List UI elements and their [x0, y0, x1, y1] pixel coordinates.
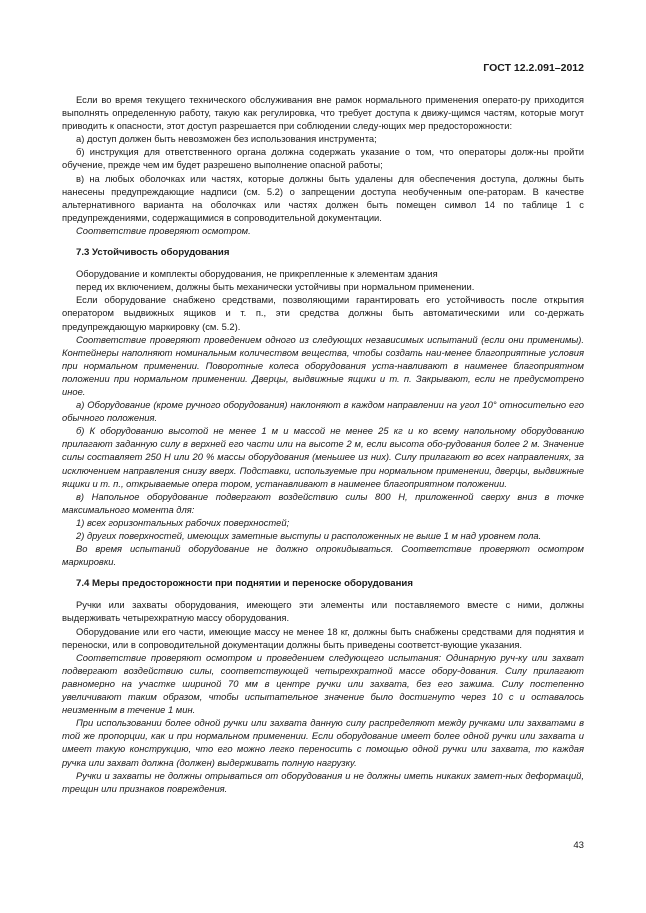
- paragraph: перед их включением, должны быть механически устойчивы при нормальном применении.: [76, 281, 475, 293]
- paragraph: Если во время текущего технического обслуживания вне рамок нормального применения операто-ру приходится выполнять определенную работу, такую как регулировка, что требует доступа к движу-щимся частям, которые могут приводить к опасности, этот доступ разрешается при соблюдении следу-ющих мер предосторожности:: [62, 94, 584, 132]
- paragraph: При использовании более одной ручки или захвата данную силу распределяют между ручками или захватами в той же пропорции, как и при нормальном применении. Если оборудование имеет более одной ручки или захвата и имеет такую конструкцию, что его можно легко переносить с помощью одной ручки или захвата, то каждая ручка или захват должна (должен) выдерживать полную нагрузку.: [62, 717, 584, 768]
- list-item: б) инструкция для ответственного органа должна содержать указание о том, что операторы долж-ны пройти обучение, прежде чем им будет разрешено выполнение опасной работы;: [62, 146, 584, 171]
- document-body: [62, 93, 584, 795]
- list-item: б) К оборудованию высотой не менее 1 м и массой не менее 25 кг и ко всему напольному оборудованию прилагают заданную силу в верхней его части или на высоте 2 м, если высота обо-рудования более 2 м. Значение силы составляет 250 Н или 20 % массы оборудования (меньшее из них). Силу прилагают во всех направлениях, за исключением направления снизу вверх. Подставки, используемые при нормальном применении, дверцы, выдвижные ящики и т. п., открываемые опера тором, устанавливают в наименее благоприятном положении.: [62, 425, 584, 489]
- paragraph: Оборудование и комплекты оборудования, не прикрепленные к элементам здания: [76, 268, 438, 280]
- paragraph: Если оборудование снабжено средствами, позволяющими гарантировать его устойчивость после открытия оператором выдвижных ящиков и т. п., эти средства должны быть автоматическими или со-держать предупреждающую маркировку (см. 5.2).: [62, 294, 584, 332]
- list-item: 1) всех горизонтальных рабочих поверхностей;: [76, 516, 290, 528]
- paragraph: Оборудование или его части, имеющие массу не менее 18 кг, должны быть снабжены средствами для поднятия и переноски, или в сопроводительной документации должны быть приведены соответст-вующие указания.: [62, 625, 584, 650]
- compliance-note: Соответствие проверяют осмотром.: [76, 224, 251, 236]
- paragraph: Ручки или захваты оборудования, имеющего эти элементы или поставляемого вместе с ними, должны выдерживать четырехкратную массу оборудования.: [62, 599, 584, 624]
- list-item: а) доступ должен быть невозможен без использования инструмента;: [76, 133, 377, 145]
- paragraph: Соответствие проверяют проведением одного из следующих независимых испытаний (если они применимы). Контейнеры наполняют номинальным количеством вещества, чтобы создать наи-менее благоприятные условия при нормальном применении. Поворотные колеса оборудования уста-навливают в наименее благоприятном положении при нормальном применении. Дверцы, выдвижные ящики и т. п. Закрывают, если не предусмотрено иное.: [62, 333, 584, 397]
- list-item: а) Оборудование (кроме ручного оборудования) наклоняют в каждом направлении на угол 10° относительно его обычного положения.: [62, 399, 584, 424]
- paragraph: Ручки и захваты не должны отрываться от оборудования и не должны иметь никаких замет-ных деформаций, трещин или признаков повреждения.: [62, 769, 584, 794]
- standard-code: ГОСТ 12.2.091–2012: [483, 62, 584, 74]
- compliance-note: Во время испытаний оборудование не должно опрокидываться. Соответствие проверяют осмотром маркировки.: [62, 543, 584, 568]
- section-heading: 7.4 Меры предосторожности при поднятии и переноске оборудования: [76, 578, 413, 590]
- list-item: в) Напольное оборудование подвергают воздействию силы 800 Н, приложенной сверху вниз в точке максимального момента для:: [62, 490, 584, 515]
- list-item: 2) других поверхностей, имеющих заметные выступы и расположенных не выше 1 м над уровнем пола.: [76, 530, 542, 541]
- section-heading: 7.3 Устойчивость оборудования: [76, 247, 230, 259]
- page-number: 43: [573, 840, 584, 851]
- paragraph: Соответствие проверяют осмотром и проведением следующего испытания: Одинарную руч-ку или захват подвергают воздействию силы, соответствующей четырехкратной массе обору-дования. Силу прилагают равномерно на участке шириной 70 мм в центре ручки или захвата, без его зажима. Силу постепенно увеличивают таким образом, чтобы испытательное значение было достигнуто через 10 с и оставалось неизменным в течение 1 мин.: [62, 651, 584, 716]
- list-item: в) на любых оболочках или частях, которые должны быть удалены для обеспечения доступа, должны быть нанесены предупреждающие надписи (см. 5.2) о запрещении доступа необученным опе-раторам. В качестве альтернативного варианта на оболочках или частях должен быть помещен символ 14 по таблице 1 с предупреждениями, содержащимися в сопроводительной документации.: [62, 172, 584, 223]
